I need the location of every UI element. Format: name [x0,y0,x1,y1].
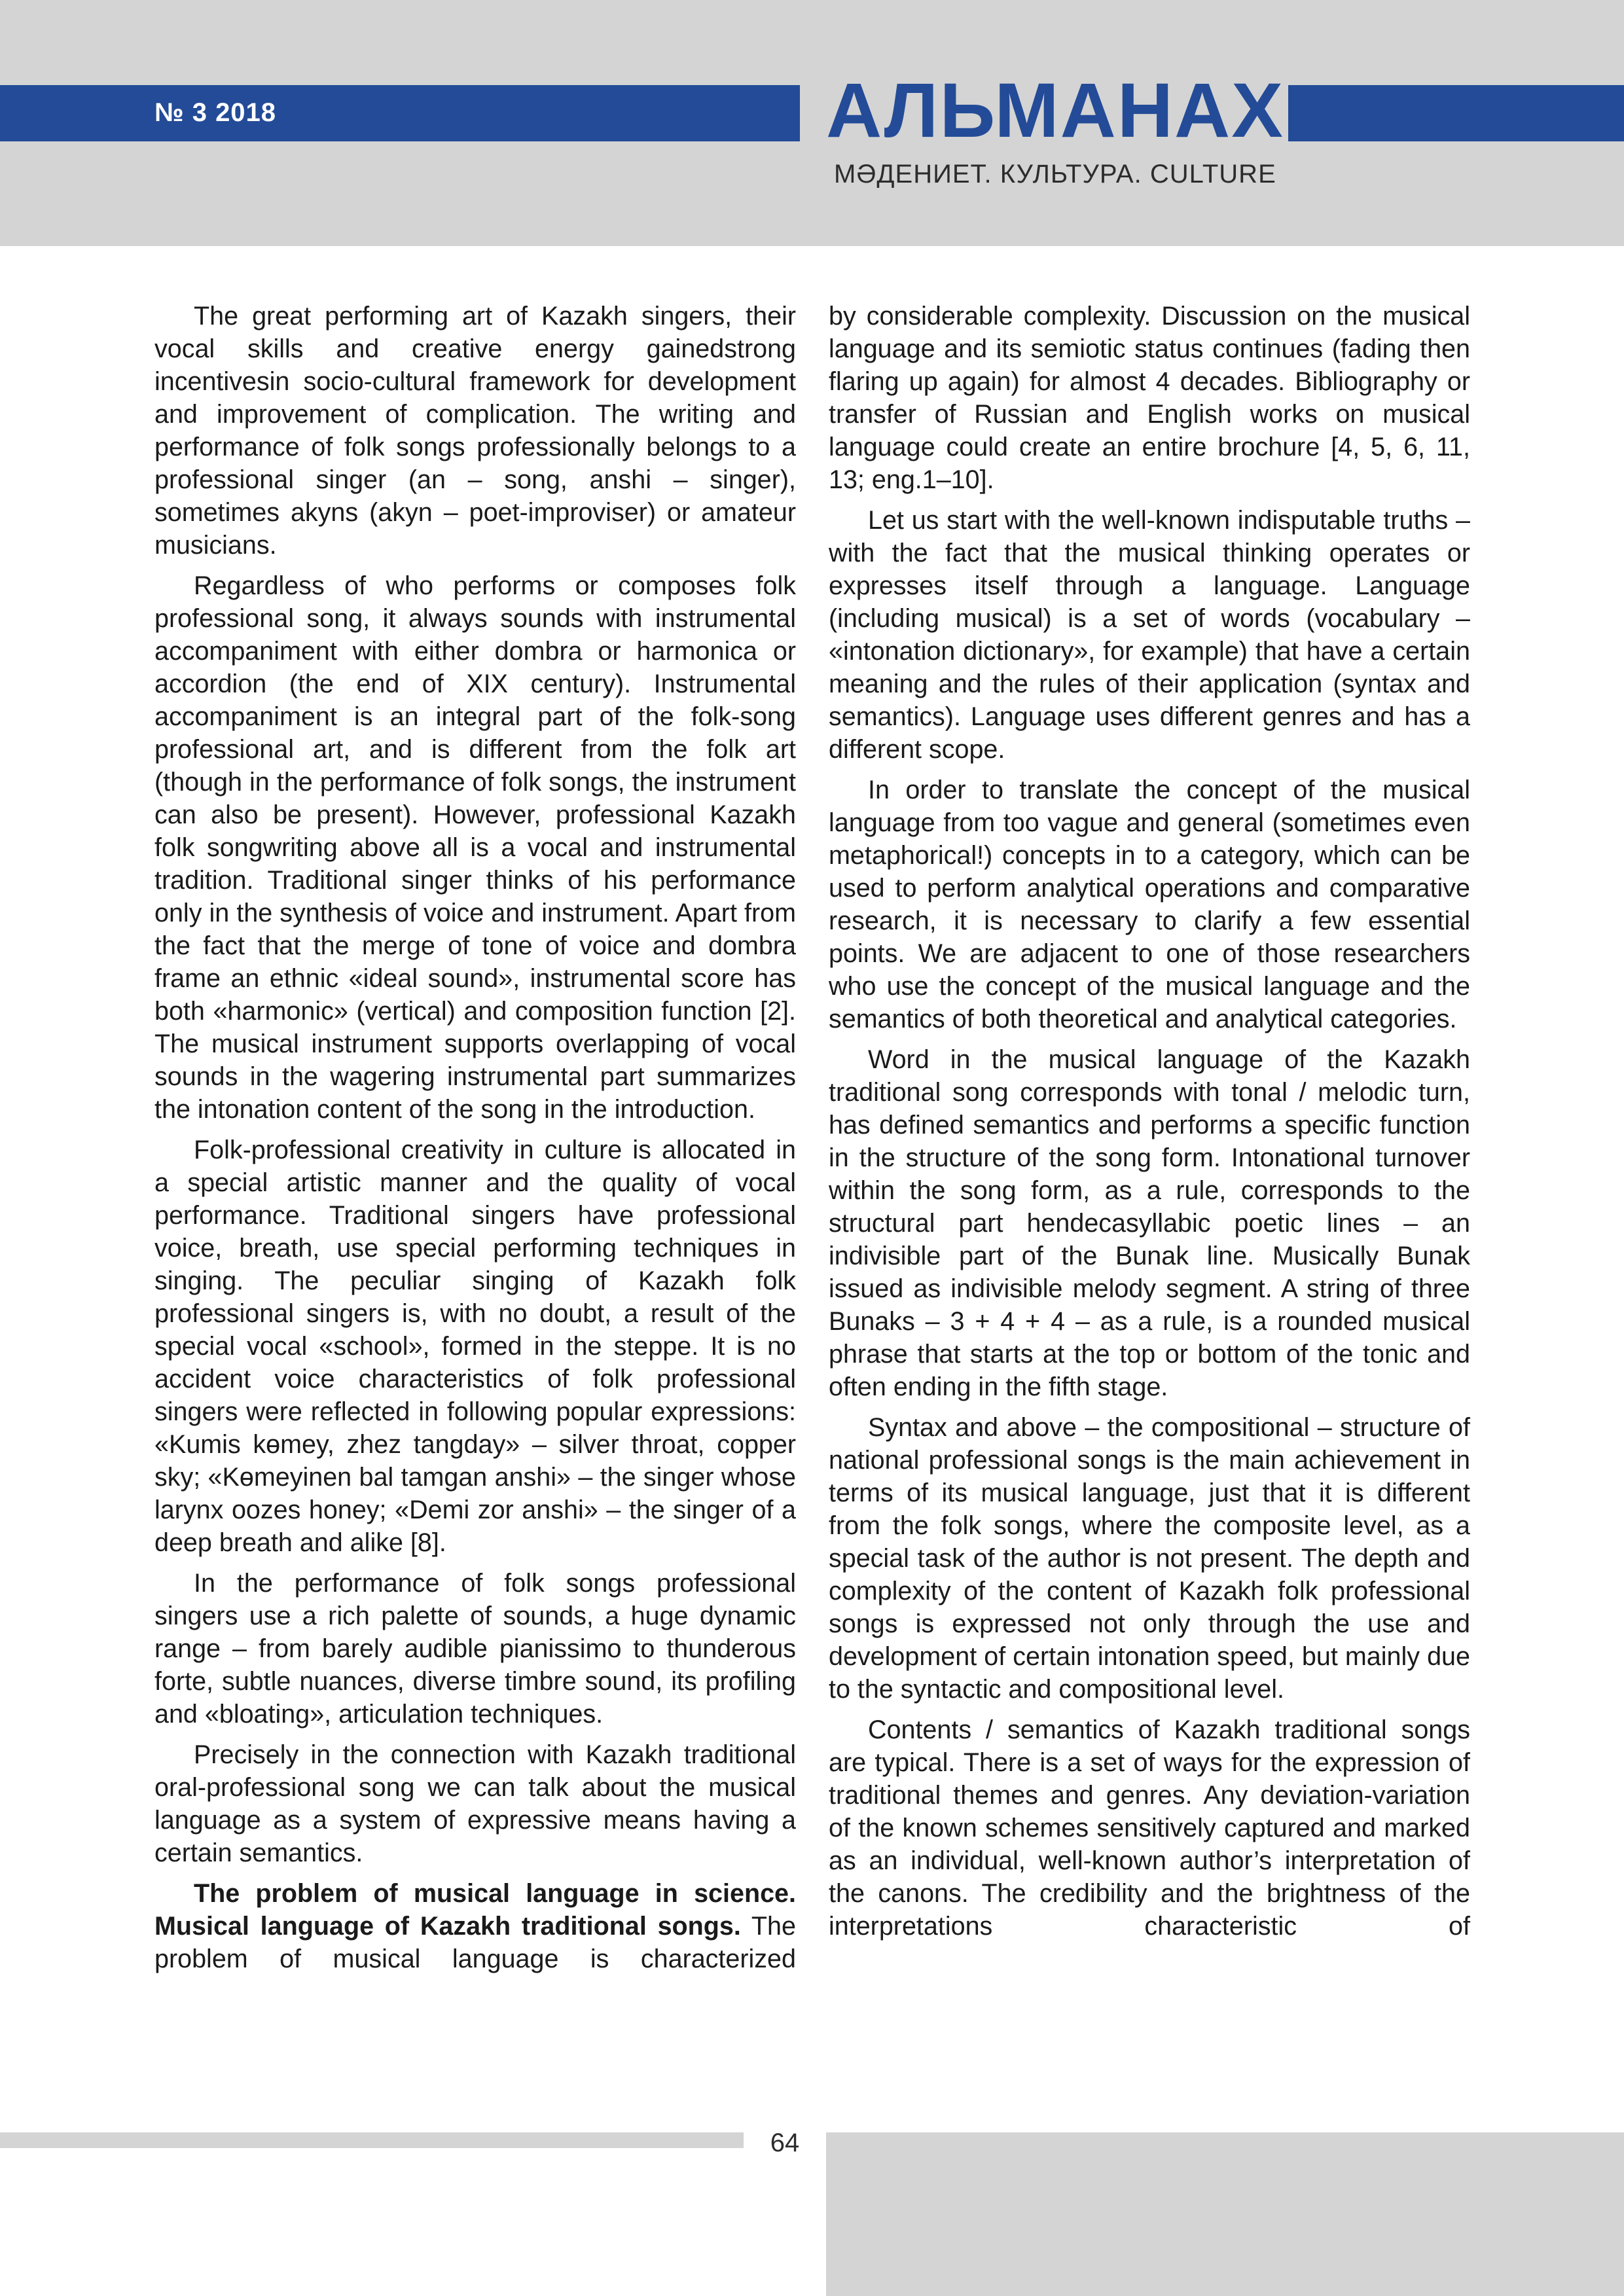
right-column [829,300,1470,1950]
issue-number: № 3 2018 [154,98,277,127]
paragraph: Regardless of who performs or composes folk professional song, it always sounds with instrumental accompaniment with either dombra or harmonica or accordion (the end of XIX century). Instrumental accompaniment is an integral part of the folk-song professional art, and is different from the folk art (though in the performance of folk songs, the instrument can also be present). However, professional Kazakh folk songwriting above all is a vocal and instrumental tradition. Traditional singer thinks of his performance only in the synthesis of voice and instrument. Apart from the fact that the merge of tone of voice and dombra frame an ethnic «ideal sound», instrumental score has both «harmonic» (vertical) and composition function [2]. The musical instrument supports overlapping of vocal sounds in the wagering instrumental part summarizes the intonation content of the song in the introduction. [154,571,796,1124]
section-heading: The problem of musical language in science. Musical language of Kazakh traditional songs. [154,1879,796,1941]
page-number: 64 [770,2128,800,2157]
paragraph: Syntax and above – the compositional – structure of national professional songs is the main achievement in terms of its musical language, just that it is different from the folk songs, where the composite level, as a special task of the author is not present. The depth and complexity of the content of Kazakh folk professional songs is expressed not only through the use and development of certain intonation speed, but mainly due to the syntactic and compositional level. [829,1413,1470,1704]
section-text: The problem of musical language is characterized [154,1912,796,1973]
footer-block [826,2132,1624,2296]
paragraph: In order to translate the concept of the musical language from too vague and general (sometimes even metaphorical!) concepts in to a category, which can be used to perform analytical operations and comparative research, it is necessary to clarify a few essential points. We are adjacent to one of those researchers who use the concept of the musical language and the semantics of both theoretical and analytical categories. [829,776,1470,1033]
paragraph: Contents / semantics of Kazakh traditional songs are typical. There is a set of ways for the expression of traditional themes and genres. Any deviation-variation of the known schemes sensitively captured and marked as an individual, well-known author’s interpretation of the canons. The credibility and the brightness of the interpretations characteristic of [829,1715,1470,1941]
paragraph: Folk-professional creativity in culture is allocated in a special artistic manner and the quality of vocal performance. Traditional singers have professional voice, breath, use special performing techniques in singing. The peculiar singing of Kazakh folk professional singers is, with no doubt, a result of the special vocal «school», formed in the steppe. It is no accident voice characteristics of folk professional singers were reflected in following popular expressions: «Kumis kɵmey, zhez tangday» – silver throat, copper sky; «Kɵmeyinen bal tamgan anshi» – the singer whose larynx oozes honey; «Demi zor anshi» – the singer of a deep breath and alike [8]. [154,1136,796,1557]
journal-title: АЛЬМАНАХ [826,67,1284,154]
footer-bar [0,2132,744,2148]
journal-subtitle: МӘДЕНИЕТ. КУЛЬТУРА. CULTURE [834,160,1276,188]
paragraph: Word in the musical language of the Kazakh traditional song corresponds with tonal / melodic turn, has defined semantics and performs a specific function in the structure of the song form. Intonational turnover within the song form, as a rule, corresponds to the structural part hendecasyllabic poetic lines – an indivisible part of the Bunak line. Musically Bunak issued as indivisible melody segment. A string of three Bunaks – 3 + 4 + 4 – as a rule, is a rounded musical phrase that starts at the top or bottom of the tonic and often ending in the fifth stage. [829,1045,1470,1401]
paragraph: by considerable complexity. Discussion on the musical language and its semiotic status continues (fading then flaring up again) for almost 4 decades. Bibliography or transfer of Russian and English works on musical language could create an entire brochure [4, 5, 6, 11, 13; eng.1–10]. [829,302,1470,494]
paragraph: In the performance of folk songs professional singers use a rich palette of sounds, a huge dynamic range – from barely audible pianissimo to thunderous forte, subtle nuances, diverse timbre sound, its profiling and «bloating», articulation techniques. [154,1569,796,1729]
section-paragraph [154,1877,796,1975]
header-band-right [1288,85,1624,141]
paragraph: The great performing art of Kazakh singers, their vocal skills and creative energy gainedstrong incentivesin socio-cultural framework for development and improvement of complication. The writing and performance of folk songs professionally belongs to a professional singer (an – song, anshi – singer), sometimes akyns (akyn – poet-improviser) or amateur musicians. [154,302,796,560]
left-column [154,300,796,1983]
header-band-left [0,85,800,141]
paragraph: Precisely in the connection with Kazakh traditional oral-professional song we can talk about the musical language as a system of expressive means having a certain semantics. [154,1740,796,1867]
paragraph: Let us start with the well-known indisputable truths – with the fact that the musical thinking operates or expresses itself through a language. Language (including musical) is a set of words (vocabulary – «intonation dictionary», for example) that have a certain meaning and the rules of their application (syntax and semantics). Language uses different genres and has a different scope. [829,506,1470,764]
